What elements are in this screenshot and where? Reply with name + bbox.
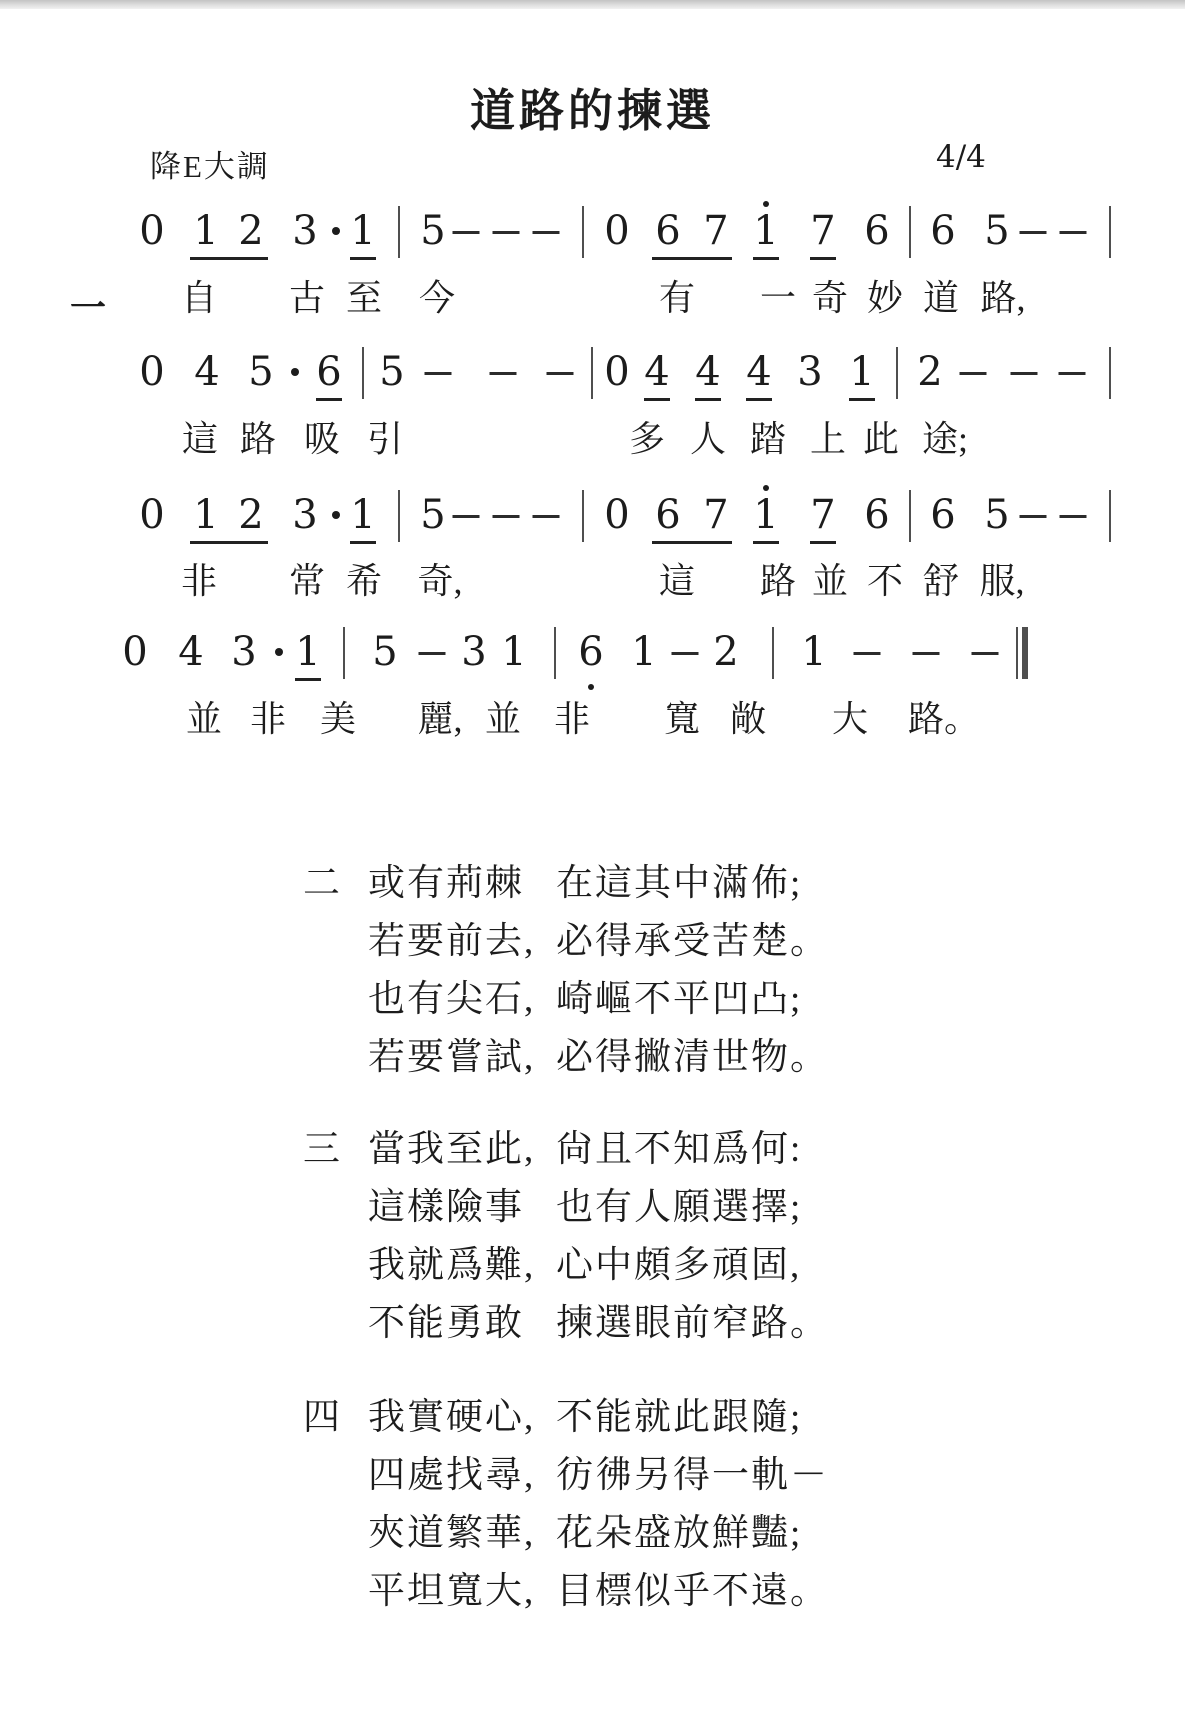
lyric-row <box>0 419 1185 469</box>
note-digit: 7 <box>810 208 836 254</box>
verse-line <box>0 852 1185 910</box>
note-digit: 2 <box>713 629 739 675</box>
note-digit: 6 <box>930 492 956 538</box>
verse-line <box>0 1026 1185 1084</box>
lyric-syllable: 美 <box>319 699 357 739</box>
eighth-beam-underline <box>753 541 779 544</box>
verse-line <box>0 1292 1185 1350</box>
note-digit: 3 <box>292 492 318 538</box>
verse-phrase-right: 彷彿另得一軌－ <box>556 1455 829 1496</box>
eighth-beam-underline <box>190 257 268 260</box>
verse-phrase-left: 當我至此, <box>368 1129 536 1170</box>
lyric-syllable: 奇 <box>811 278 849 318</box>
verse-number: 三 <box>303 1129 340 1170</box>
barline <box>398 206 400 258</box>
lyric-syllable: 並 <box>484 699 522 739</box>
note-digit: 0 <box>122 629 148 675</box>
music-system-2 <box>0 349 1185 459</box>
note-digit: 0 <box>139 208 165 254</box>
duration-dash <box>453 231 480 234</box>
verse-number-marker: 一 <box>70 288 107 328</box>
duration-dash <box>533 231 560 234</box>
verse-phrase-left: 四處找尋, <box>368 1455 536 1496</box>
duration-dash <box>1020 231 1047 234</box>
duration-dash <box>490 372 517 375</box>
final-barline-thick <box>1022 627 1028 679</box>
barline <box>896 347 898 399</box>
barline <box>343 627 345 679</box>
lyric-syllable: 自 <box>180 278 218 318</box>
note-digit: 3 <box>461 629 487 675</box>
eighth-beam-underline <box>810 541 836 544</box>
note-digit: 6 <box>655 492 681 538</box>
lyric-syllable: 有 <box>658 278 696 318</box>
eighth-beam-underline <box>810 257 836 260</box>
verse-phrase-left: 不能勇敢 <box>368 1303 524 1344</box>
lyric-row <box>0 278 1185 328</box>
duration-dash <box>1020 515 1047 518</box>
duration-dash <box>533 515 560 518</box>
note-digit: 1 <box>753 492 779 538</box>
note-digit: 5 <box>420 208 446 254</box>
lyric-syllable: 希 <box>345 561 383 601</box>
note-digit: 1 <box>753 208 779 254</box>
note-digit: 0 <box>604 208 630 254</box>
verse-phrase-left: 若要前去, <box>368 921 536 962</box>
lyric-syllable: 路, <box>980 278 1026 318</box>
note-digit: 4 <box>746 349 772 395</box>
augmentation-dot <box>275 648 283 656</box>
eighth-beam-underline <box>652 541 732 544</box>
note-digit: 7 <box>703 208 729 254</box>
note-digit: 3 <box>797 349 823 395</box>
lyric-syllable: 今 <box>418 278 456 318</box>
note-digit: 1 <box>849 349 875 395</box>
note-digit: 5 <box>420 492 446 538</box>
lyric-syllable: 途; <box>921 419 969 459</box>
verse-phrase-left: 平坦寬大, <box>368 1571 536 1612</box>
verse-phrase-left: 我就爲難, <box>368 1245 536 1286</box>
barline <box>582 206 584 258</box>
lyric-syllable: 古 <box>288 278 326 318</box>
barline <box>909 490 911 542</box>
note-digit: 4 <box>695 349 721 395</box>
lyric-syllable: 這 <box>658 561 696 601</box>
barline <box>909 206 911 258</box>
note-digit: 1 <box>801 629 827 675</box>
lyric-syllable: 服, <box>979 561 1025 601</box>
verse-line <box>0 1234 1185 1292</box>
barline <box>591 347 593 399</box>
verse-phrase-right: 崎嶇不平凹凸; <box>556 979 803 1020</box>
barline <box>582 490 584 542</box>
note-digit: 6 <box>930 208 956 254</box>
verse-line <box>0 1118 1185 1176</box>
note-digit: 6 <box>655 208 681 254</box>
note-digit: 2 <box>238 208 264 254</box>
lyric-syllable: 麗, <box>417 699 463 739</box>
eighth-beam-underline <box>190 541 268 544</box>
music-system-4 <box>0 629 1185 739</box>
duration-dash <box>1060 231 1087 234</box>
verse-phrase-left: 我實硬心, <box>368 1397 536 1438</box>
note-digit: 0 <box>604 349 630 395</box>
verse-phrase-right: 必得撇清世物。 <box>556 1037 829 1078</box>
lyric-syllable: 敞 <box>729 699 767 739</box>
eighth-beam-underline <box>350 257 376 260</box>
note-digit: 1 <box>295 629 321 675</box>
lyric-syllable: 引 <box>366 419 404 459</box>
augmentation-dot <box>332 227 340 235</box>
note-digit: 1 <box>350 492 376 538</box>
note-digit: 6 <box>316 349 342 395</box>
note-digit: 4 <box>178 629 204 675</box>
octave-up-dot <box>763 201 769 207</box>
lyric-syllable: 一 <box>759 278 797 318</box>
duration-dash <box>672 652 699 655</box>
eighth-beam-underline <box>644 398 670 401</box>
note-digit: 0 <box>604 492 630 538</box>
note-digit: 2 <box>917 349 943 395</box>
verse-line <box>0 1176 1185 1234</box>
duration-dash <box>1059 372 1086 375</box>
duration-dash <box>493 515 520 518</box>
lyric-syllable: 奇, <box>417 561 463 601</box>
verse-phrase-left: 也有尖石, <box>368 979 536 1020</box>
barline <box>772 627 774 679</box>
note-digit: 3 <box>292 208 318 254</box>
lyric-syllable: 非 <box>180 561 218 601</box>
viewer-top-edge <box>0 0 1185 9</box>
verse-line <box>0 1502 1185 1560</box>
duration-dash <box>493 231 520 234</box>
verse-line <box>0 1560 1185 1618</box>
verse-phrase-right: 尙且不知爲何: <box>556 1129 803 1170</box>
eighth-beam-underline <box>849 398 875 401</box>
lyric-syllable: 路 <box>239 419 277 459</box>
note-digit: 5 <box>984 208 1010 254</box>
augmentation-dot <box>291 368 299 376</box>
notation-row <box>0 493 1185 543</box>
lyric-syllable: 常 <box>288 561 326 601</box>
verse-phrase-right: 也有人願選擇; <box>556 1187 803 1228</box>
note-digit: 5 <box>984 492 1010 538</box>
note-digit: 1 <box>631 629 657 675</box>
lyric-syllable: 這 <box>181 419 219 459</box>
lyric-syllable: 人 <box>689 419 727 459</box>
lyric-syllable: 大 <box>831 699 869 739</box>
eighth-beam-underline <box>316 398 342 401</box>
duration-dash <box>913 652 940 655</box>
eighth-beam-underline <box>295 678 321 681</box>
note-digit: 1 <box>501 629 527 675</box>
note-digit: 6 <box>578 629 604 675</box>
note-digit: 5 <box>372 629 398 675</box>
verse-line <box>0 910 1185 968</box>
lyric-syllable: 舒 <box>922 561 960 601</box>
verse-number: 二 <box>303 863 340 904</box>
lyric-syllable: 並 <box>811 561 849 601</box>
note-digit: 1 <box>193 492 219 538</box>
duration-dash <box>1011 372 1038 375</box>
duration-dash <box>960 372 987 375</box>
verse-line <box>0 1386 1185 1444</box>
barline <box>1109 490 1111 542</box>
lyric-syllable: 非 <box>249 699 287 739</box>
notation-row <box>0 630 1185 680</box>
duration-dash <box>425 372 452 375</box>
lyric-syllable: 多 <box>628 419 666 459</box>
notation-row <box>0 209 1185 259</box>
eighth-beam-underline <box>746 398 772 401</box>
note-digit: 6 <box>864 208 890 254</box>
hymn-title: 道路的揀選 <box>469 85 715 136</box>
lyric-syllable: 道 <box>922 278 960 318</box>
lyric-syllable: 並 <box>185 699 223 739</box>
note-digit: 3 <box>231 629 257 675</box>
augmentation-dot <box>332 511 340 519</box>
lyric-syllable: 上 <box>809 419 847 459</box>
music-system-3 <box>0 492 1185 601</box>
notation-row <box>0 350 1185 400</box>
verse-line <box>0 1444 1185 1502</box>
note-digit: 2 <box>238 492 264 538</box>
verse-phrase-right: 心中頗多頑固, <box>556 1245 802 1286</box>
duration-dash <box>854 652 881 655</box>
barline <box>1109 347 1111 399</box>
lyric-syllable: 寬 <box>663 699 701 739</box>
duration-dash <box>1060 515 1087 518</box>
eighth-beam-underline <box>350 541 376 544</box>
lyric-syllable: 路。 <box>907 699 981 739</box>
barline <box>1109 206 1111 258</box>
verse-line <box>0 968 1185 1026</box>
note-digit: 4 <box>644 349 670 395</box>
octave-down-dot <box>588 684 594 690</box>
barline <box>554 627 556 679</box>
note-digit: 1 <box>193 208 219 254</box>
verse-phrase-right: 必得承受苦楚。 <box>556 921 829 962</box>
lyric-syllable: 不 <box>866 561 904 601</box>
lyric-syllable: 此 <box>862 419 900 459</box>
verse-phrase-left: 或有荊棘 <box>368 863 524 904</box>
duration-dash <box>547 372 574 375</box>
barline <box>362 347 364 399</box>
lyric-syllable: 踏 <box>749 419 787 459</box>
lyric-syllable: 妙 <box>866 278 904 318</box>
verse-number: 四 <box>303 1397 340 1438</box>
verse-phrase-right: 目標似乎不遠。 <box>556 1571 829 1612</box>
note-digit: 7 <box>703 492 729 538</box>
note-digit: 1 <box>350 208 376 254</box>
final-barline-thin <box>1016 627 1018 679</box>
verse-phrase-right: 花朵盛放鮮豔; <box>556 1513 803 1554</box>
note-digit: 6 <box>864 492 890 538</box>
note-digit: 4 <box>194 349 220 395</box>
duration-dash <box>453 515 480 518</box>
octave-up-dot <box>763 485 769 491</box>
verse-phrase-left: 若要嘗試, <box>368 1037 536 1078</box>
eighth-beam-underline <box>652 257 732 260</box>
note-digit: 5 <box>248 349 274 395</box>
duration-dash <box>972 652 999 655</box>
verse-phrase-right: 不能就此跟隨; <box>556 1397 803 1438</box>
verse-phrase-left: 這樣險事 <box>368 1187 524 1228</box>
lyric-row <box>0 699 1185 749</box>
lyric-syllable: 吸 <box>303 419 341 459</box>
note-digit: 7 <box>810 492 836 538</box>
time-signature: 4/4 <box>936 139 986 175</box>
eighth-beam-underline <box>695 398 721 401</box>
eighth-beam-underline <box>753 257 779 260</box>
music-system-1 <box>0 208 1185 328</box>
barline <box>398 490 400 542</box>
lyric-syllable: 非 <box>553 699 591 739</box>
note-digit: 0 <box>139 349 165 395</box>
lyric-syllable: 路 <box>759 561 797 601</box>
key-signature: 降E大調 <box>150 149 270 184</box>
lyric-syllable: 至 <box>345 278 383 318</box>
duration-dash <box>419 652 446 655</box>
lyric-row <box>0 561 1185 611</box>
verse-phrase-left: 夾道繁華, <box>368 1513 536 1554</box>
note-digit: 5 <box>379 349 405 395</box>
verse-phrase-right: 在這其中滿佈; <box>556 863 803 904</box>
verse-phrase-right: 揀選眼前窄路。 <box>556 1303 829 1344</box>
note-digit: 0 <box>139 492 165 538</box>
